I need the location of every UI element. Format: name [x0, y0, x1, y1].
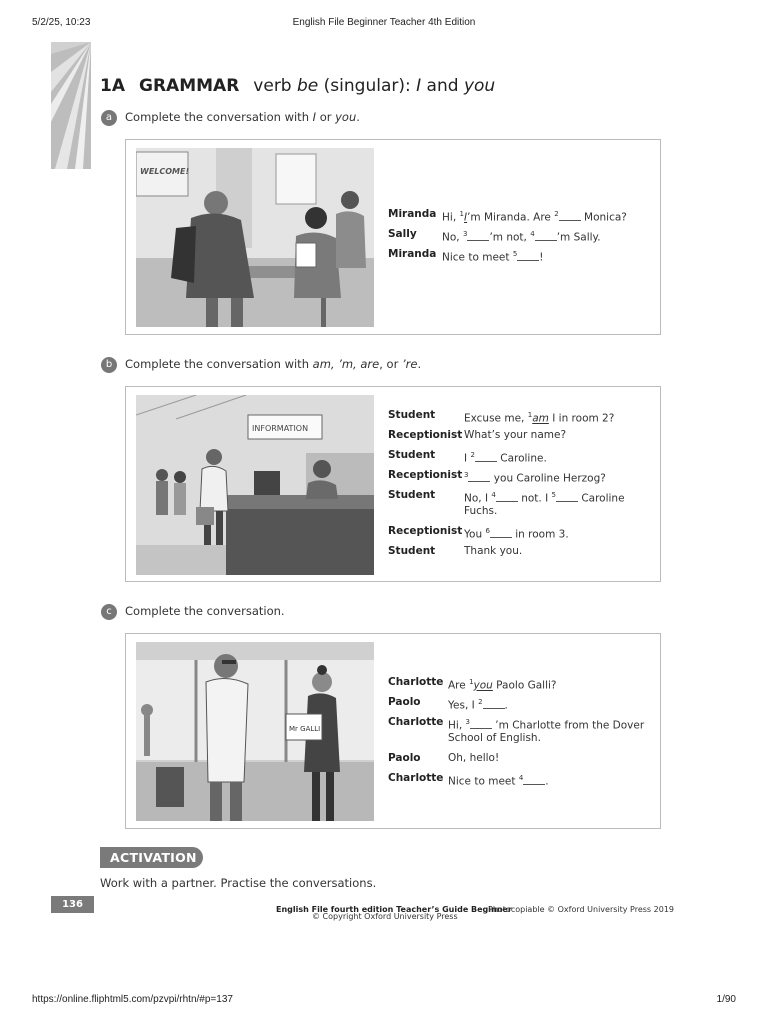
exercise-b-instruction — [125, 357, 421, 371]
instr-a-end: . — [356, 110, 360, 124]
section-word: GRAMMAR — [139, 76, 240, 96]
instr-b-end: . — [417, 357, 422, 371]
speaker-name: Student — [388, 409, 436, 421]
exercise-a-box — [125, 139, 661, 335]
line-text: Oh, hello! — [448, 752, 500, 764]
line-text: Thank you. — [464, 545, 523, 557]
line-text: Nice to meet $^5$ ! — [442, 250, 544, 264]
answer-blank[interactable] — [535, 232, 557, 241]
speaker-name: Charlotte — [388, 676, 444, 688]
speaker-name: Charlotte — [388, 772, 444, 784]
speaker-name: Student — [388, 489, 436, 501]
answer-example: you — [473, 679, 493, 692]
line-text: $^3$ you Caroline Herzog? — [464, 471, 606, 485]
speaker-name: Miranda — [388, 208, 437, 220]
copyright-note: © Copyright Oxford University Press — [312, 912, 458, 921]
instr-a-you: you — [335, 110, 357, 124]
answer-blank[interactable] — [483, 700, 505, 709]
title-sub-you: you — [463, 76, 496, 96]
line-text: What’s your name? — [464, 429, 567, 441]
line-text: You $^6$ in room 3. — [464, 527, 569, 541]
title-sub-and: and — [421, 76, 464, 96]
line-text: Are $^1$you Paolo Galli? — [448, 678, 557, 692]
speaker-name: Charlotte — [388, 716, 444, 728]
activation-label: ACTIVATION — [100, 847, 203, 868]
page-number: 136 — [51, 896, 94, 913]
exercise-a-bullet: a — [101, 110, 117, 126]
exercise-b-bullet: b — [101, 357, 117, 373]
instr-a-i: I — [312, 110, 317, 124]
line-text: Hi, $^3$ ’m Charlotte from the Dover — [448, 718, 645, 732]
speaker-name: Paolo — [388, 752, 421, 764]
exercise-a-illustration — [136, 148, 374, 327]
print-header — [0, 17, 768, 31]
speaker-name: Paolo — [388, 696, 421, 708]
line-text: Excuse me, $^1$am I in room 2? — [464, 411, 615, 425]
answer-blank[interactable] — [475, 453, 497, 462]
print-url[interactable]: https://online.fliphtml5.com/pzvpi/rhtn/#p=137 — [32, 994, 233, 1005]
exercise-b-dialog — [388, 409, 656, 569]
title-sub-i: I — [416, 76, 422, 96]
answer-blank[interactable] — [496, 493, 518, 502]
title-sub-b: (singular): — [318, 76, 417, 96]
answer-blank[interactable] — [556, 493, 578, 502]
exercise-c-box — [125, 633, 661, 829]
speaker-name: Sally — [388, 228, 417, 240]
answer-blank[interactable] — [559, 212, 581, 221]
speaker-name: Student — [388, 449, 436, 461]
instr-b-opts: am, ’m, are — [312, 357, 380, 371]
answer-blank[interactable] — [468, 473, 490, 482]
answer-example: am — [532, 412, 549, 425]
print-page-count: 1/90 — [716, 994, 736, 1005]
answer-blank[interactable] — [470, 720, 492, 729]
line-text: Hi, $^1$I’m Miranda. Are $^2$ Monica? — [442, 210, 627, 224]
information-sign: INFORMATION — [252, 424, 309, 433]
title-sub-a: verb — [253, 76, 298, 96]
instr-b-text: Complete the conversation with — [125, 357, 313, 371]
line-text-cont: Fuchs. — [464, 505, 498, 517]
exercise-a-dialog — [388, 208, 656, 268]
line-text: Yes, I $^2$ . — [448, 698, 508, 712]
welcome-sign: WELCOME! — [140, 167, 190, 176]
activation-text: Work with a partner. Practise the conversations. — [100, 876, 377, 890]
decorative-rays — [51, 42, 91, 169]
speaker-name: Receptionist — [388, 525, 463, 537]
exercise-b-illustration — [136, 395, 374, 575]
speaker-name: Student — [388, 545, 436, 557]
print-datetime: 5/2/25, 10:23 — [32, 17, 91, 28]
exercise-c-instruction: Complete the conversation. — [125, 604, 285, 618]
book-title: English File fourth edition Teacher’s Guide Beginner — [276, 905, 512, 914]
speaker-name: Receptionist — [388, 469, 463, 481]
photocopiable-note: Photocopiable © Oxford University Press 2019 — [488, 905, 674, 914]
print-footer — [0, 994, 768, 1008]
line-text-cont: School of English. — [448, 732, 541, 744]
speaker-name: Receptionist — [388, 429, 463, 441]
line-text: No, I $^4$ not. I $^5$ Caroline — [464, 491, 625, 505]
galli-sign: Mr GALLI — [289, 725, 321, 733]
exercise-c-bullet: c — [101, 604, 117, 620]
exercise-c-dialog — [388, 676, 656, 786]
line-text: Nice to meet $^4$ . — [448, 774, 549, 788]
exercise-b-box — [125, 386, 661, 582]
line-text: No, $^3$ ’m not, $^4$ ’m Sally. — [442, 230, 601, 244]
answer-example: I — [463, 211, 468, 224]
instr-b-or: , or — [379, 357, 402, 371]
unit-code: 1A — [100, 76, 125, 96]
line-text: I $^2$ Caroline. — [464, 451, 547, 465]
print-doc-title: English File Beginner Teacher 4th Edition — [292, 17, 476, 28]
answer-blank[interactable] — [467, 232, 489, 241]
instr-b-re: ’re — [401, 357, 418, 371]
answer-blank[interactable] — [490, 529, 512, 538]
speaker-name: Miranda — [388, 248, 437, 260]
instr-a-text: Complete the conversation with — [125, 110, 313, 124]
exercise-c-illustration — [136, 642, 374, 821]
page-title — [100, 76, 495, 96]
title-sub-be: be — [297, 76, 319, 96]
answer-blank[interactable] — [523, 776, 545, 785]
instr-a-or: or — [316, 110, 336, 124]
answer-blank[interactable] — [517, 252, 539, 261]
exercise-a-instruction — [125, 110, 360, 124]
